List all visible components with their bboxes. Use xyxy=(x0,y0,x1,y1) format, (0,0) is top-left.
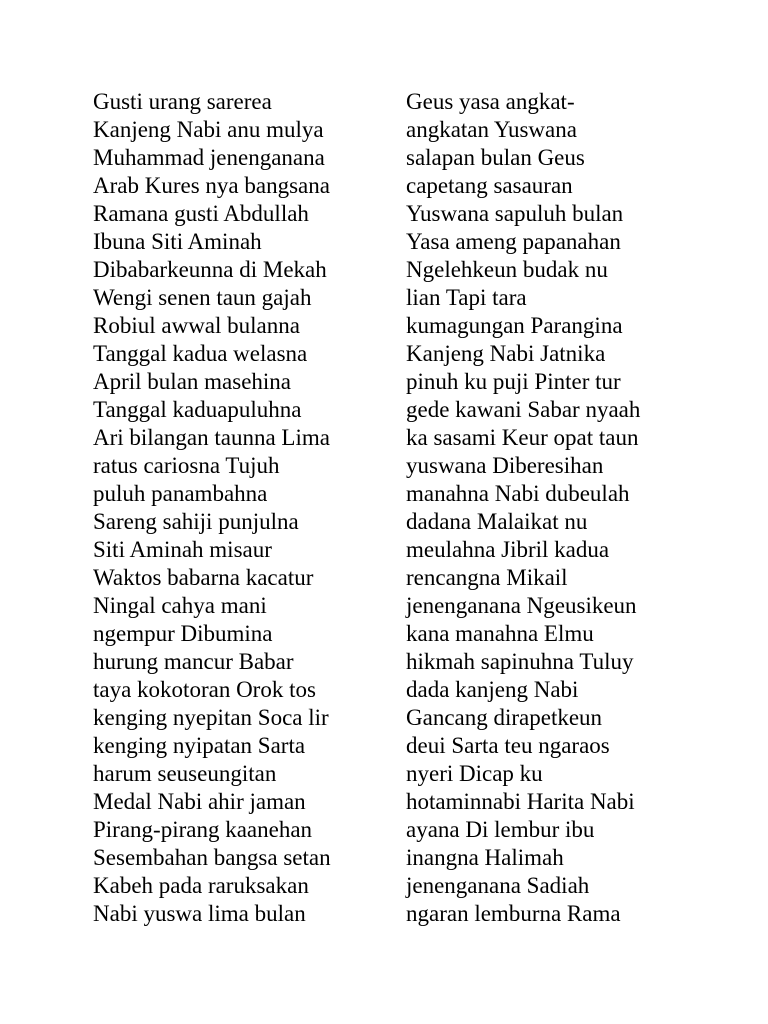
text-line: Arab Kures nya bangsana xyxy=(93,173,330,198)
text-line: Ari bilangan taunna Lima xyxy=(93,425,330,450)
text-line: capetang sasauran xyxy=(406,173,573,198)
text-line: inangna Halimah xyxy=(406,845,564,870)
text-line: April bulan masehina xyxy=(93,369,292,394)
text-line: Wengi senen taun gajah xyxy=(93,285,312,310)
text-line: manahna Nabi dubeulah xyxy=(406,481,630,506)
text-line: Siti Aminah misaur xyxy=(93,537,272,562)
text-line: ayana Di lembur ibu xyxy=(406,817,595,842)
text-line: dada kanjeng Nabi xyxy=(406,677,579,702)
text-line: Gusti urang sarerea xyxy=(93,89,272,114)
right-text-column xyxy=(406,88,696,928)
text-line: salapan bulan Geus xyxy=(406,145,585,170)
text-line: hurung mancur Babar xyxy=(93,649,294,674)
text-line: Tanggal kaduapuluhna xyxy=(93,397,302,422)
text-line: pinuh ku puji Pinter tur xyxy=(406,369,621,394)
text-line: Sesembahan bangsa setan xyxy=(93,845,331,870)
text-line: Ngelehkeun budak nu xyxy=(406,257,608,282)
text-line: kumagungan Parangina xyxy=(406,313,623,338)
text-line: Kanjeng Nabi anu mulya xyxy=(93,117,324,142)
text-line: Tanggal kadua welasna xyxy=(93,341,308,366)
text-line: yuswana Diberesihan xyxy=(406,453,604,478)
text-line: ngaran lemburna Rama xyxy=(406,901,621,926)
text-line: Ningal cahya mani xyxy=(93,593,267,618)
text-line: Gancang dirapetkeun xyxy=(406,705,603,730)
text-line: Yasa ameng papanahan xyxy=(406,229,621,254)
text-line: Kanjeng Nabi Jatnika xyxy=(406,341,606,366)
text-line: ngempur Dibumina xyxy=(93,621,273,646)
text-line: nyeri Dicap ku xyxy=(406,761,543,786)
text-line: kana manahna Elmu xyxy=(406,621,594,646)
text-line: Ramana gusti Abdullah xyxy=(93,201,309,226)
text-line: Geus yasa angkat- xyxy=(406,89,575,114)
text-line: Kabeh pada raruksakan xyxy=(93,873,309,898)
text-line: dadana Malaikat nu xyxy=(406,509,588,534)
text-line: hotaminnabi Harita Nabi xyxy=(406,789,635,814)
text-line: Robiul awwal bulanna xyxy=(93,313,300,338)
text-line: lian Tapi tara xyxy=(406,285,527,310)
text-line: Ibuna Siti Aminah xyxy=(93,229,262,254)
text-line: gede kawani Sabar nyaah xyxy=(406,397,641,422)
text-line: rencangna Mikail xyxy=(406,565,568,590)
text-line: hikmah sapinuhna Tuluy xyxy=(406,649,634,674)
text-line: harum seuseungitan xyxy=(93,761,277,786)
text-line: Sareng sahiji punjulna xyxy=(93,509,299,534)
text-line: Waktos babarna kacatur xyxy=(93,565,314,590)
text-line: deui Sarta teu ngaraos xyxy=(406,733,610,758)
text-line: jenenganana Ngeusikeun xyxy=(406,593,637,618)
text-line: Muhammad jenenganana xyxy=(93,145,325,170)
text-line: Medal Nabi ahir jaman xyxy=(93,789,306,814)
text-line: jenenganana Sadiah xyxy=(406,873,590,898)
text-line: kenging nyepitan Soca lir xyxy=(93,705,329,730)
text-line: Yuswana sapuluh bulan xyxy=(406,201,624,226)
text-line: meulahna Jibril kadua xyxy=(406,537,610,562)
text-line: angkatan Yuswana xyxy=(406,117,577,142)
text-line: kenging nyipatan Sarta xyxy=(93,733,306,758)
text-line: Dibabarkeunna di Mekah xyxy=(93,257,327,282)
text-line: puluh panambahna xyxy=(93,481,268,506)
text-line: ratus cariosna Tujuh xyxy=(93,453,280,478)
text-line: ka sasami Keur opat taun xyxy=(406,425,639,450)
text-line: Pirang-pirang kaanehan xyxy=(93,817,313,842)
text-line: taya kokotoran Orok tos xyxy=(93,677,316,702)
text-line: Nabi yuswa lima bulan xyxy=(93,901,306,926)
left-text-column xyxy=(93,88,383,928)
